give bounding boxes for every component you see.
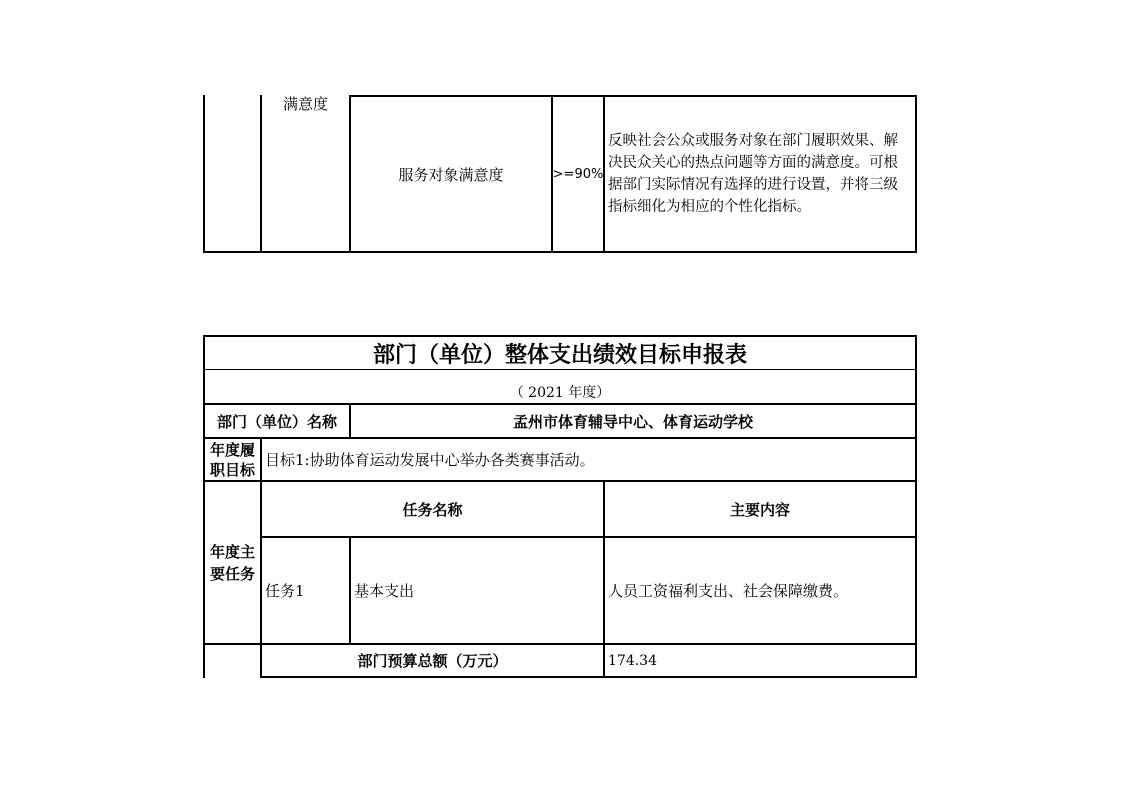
form-year: （ 2021 年度） — [509, 385, 611, 401]
task-content-header: 主要内容 — [729, 500, 790, 519]
annual-tasks-label: 年度主要任务 — [209, 542, 255, 583]
task-name-header: 任务名称 — [402, 500, 463, 519]
task-id: 任务1 — [265, 582, 305, 600]
category-satisfaction: 满意度 — [282, 95, 328, 113]
indicator-value: >=90% — [552, 166, 604, 182]
task-content: 人员工资福利支出、社会保障缴费。 — [608, 582, 849, 600]
annual-goal-label: 年度履职目标 — [209, 440, 255, 479]
budget-total-label: 部门预算总额（万元） — [357, 652, 508, 670]
unit-name-label: 部门（单位）名称 — [216, 412, 337, 431]
task-name: 基本支出 — [354, 582, 415, 600]
budget-total-value: 174.34 — [608, 652, 657, 669]
indicator-description: 反映社会公众或服务对象在部门履职效果、解决民众关心的热点问题等方面的满意度。可根据部门实际情况有选择的进行设置，并将三级指标细化为相应的个性化指标。 — [608, 133, 898, 215]
form-title: 部门（单位）整体支出绩效目标申报表 — [372, 342, 747, 368]
indicator-service-satisfaction: 服务对象满意度 — [398, 165, 504, 184]
unit-name-value: 孟州市体育辅导中心、体育运动学校 — [512, 412, 753, 431]
annual-goal-value: 目标1:协助体育运动发展中心举办各类赛事活动。 — [265, 451, 595, 469]
